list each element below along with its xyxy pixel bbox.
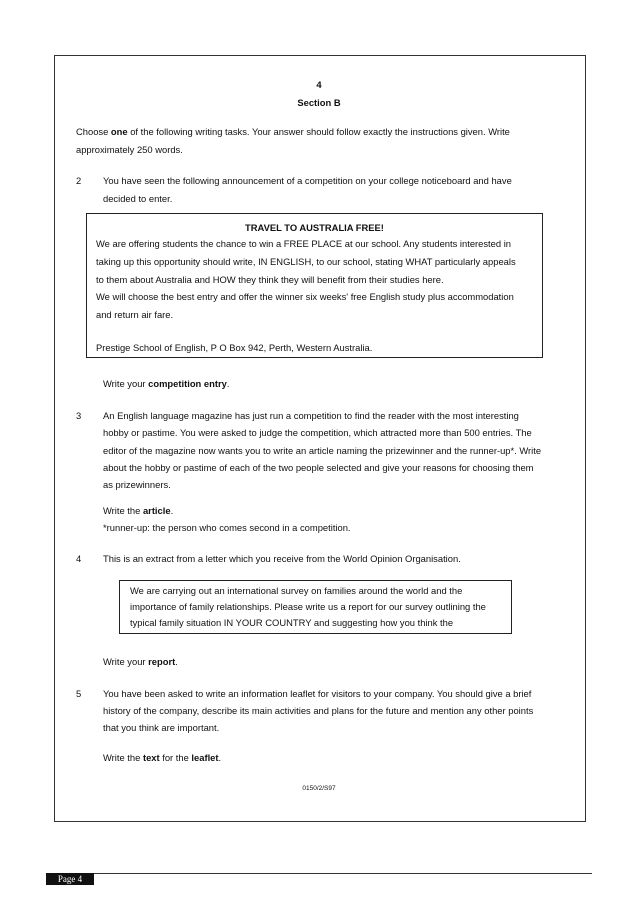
task3-footnote: *runner-up: the person who comes second in a competition.	[103, 522, 351, 533]
task2-line: You have seen the following announcement of a competition on your college noticeboard and have	[103, 175, 512, 186]
task3-line: hobby or pastime. You were asked to judge the competition, which attracted more than 500 entries. The	[103, 427, 532, 438]
announcement-title: TRAVEL TO AUSTRALIA FREE!	[245, 222, 384, 233]
task5-line: You have been asked to write an information leaflet for visitors to your company. You should give a brief	[103, 688, 532, 699]
task3-line: about the hobby or pastime of each of the two people selected and give your reasons for choosing them	[103, 462, 534, 473]
task5-write-instruction: Write the text for the leaflet.	[103, 752, 222, 763]
task3-line: as prizewinners.	[103, 479, 171, 490]
page-label: Page 4	[57, 874, 83, 884]
letter-extract-line: typical family situation IN YOUR COUNTRY and suggesting how you think the	[130, 617, 454, 628]
task3-write-instruction: Write the article.	[103, 505, 174, 516]
announcement-line: taking up this opportunity should write, IN ENGLISH, to our school, stating WHAT particularly appeals	[96, 256, 516, 267]
instructions: Choose one of the following writing tasks. Your answer should follow exactly the instructions given. Write	[76, 126, 510, 137]
page-number: 4	[316, 79, 322, 90]
announcement-line: We will choose the best entry and offer the winner six weeks' free English study plus accommodation	[96, 291, 514, 302]
task3-line: An English language magazine has just run a competition to find the reader with the most interesting	[103, 410, 519, 421]
task5-line: history of the company, describe its main activities and plans for the future and mention any other points	[103, 705, 534, 716]
announcement-line: We are offering students the chance to win a FREE PLACE at our school. Any students interested in	[96, 238, 511, 249]
task-number-5: 5	[76, 688, 82, 699]
task-number-3: 3	[76, 410, 82, 421]
task-number-2: 2	[76, 175, 82, 186]
document-code: 0150/2/S97	[302, 785, 336, 792]
task-number-4: 4	[76, 553, 82, 564]
task2-line: decided to enter.	[103, 193, 173, 204]
task4-line: This is an extract from a letter which you receive from the World Opinion Organisation.	[103, 553, 461, 564]
footer-rule	[94, 873, 592, 874]
letter-extract-line: importance of family relationships. Please write us a report for our survey outlining the	[130, 601, 486, 612]
letter-extract-line: We are carrying out an international survey on families around the world and the	[130, 585, 463, 596]
task5-line: that you think are important.	[103, 722, 220, 733]
announcement-line: and return air fare.	[96, 309, 174, 320]
section-title: Section B	[297, 97, 341, 108]
task3-line: editor of the magazine now wants you to write an article naming the prizewinner and the runner-up*. Write	[103, 445, 542, 456]
announcement-line: to them about Australia and HOW they think they will benefit from their studies here.	[96, 274, 444, 285]
task4-write-instruction: Write your report.	[103, 656, 178, 667]
instructions-line-2: approximately 250 words.	[76, 144, 183, 155]
announcement-address: Prestige School of English, P O Box 942, Perth, Western Australia.	[96, 342, 373, 353]
task2-write-instruction: Write your competition entry.	[103, 378, 230, 389]
